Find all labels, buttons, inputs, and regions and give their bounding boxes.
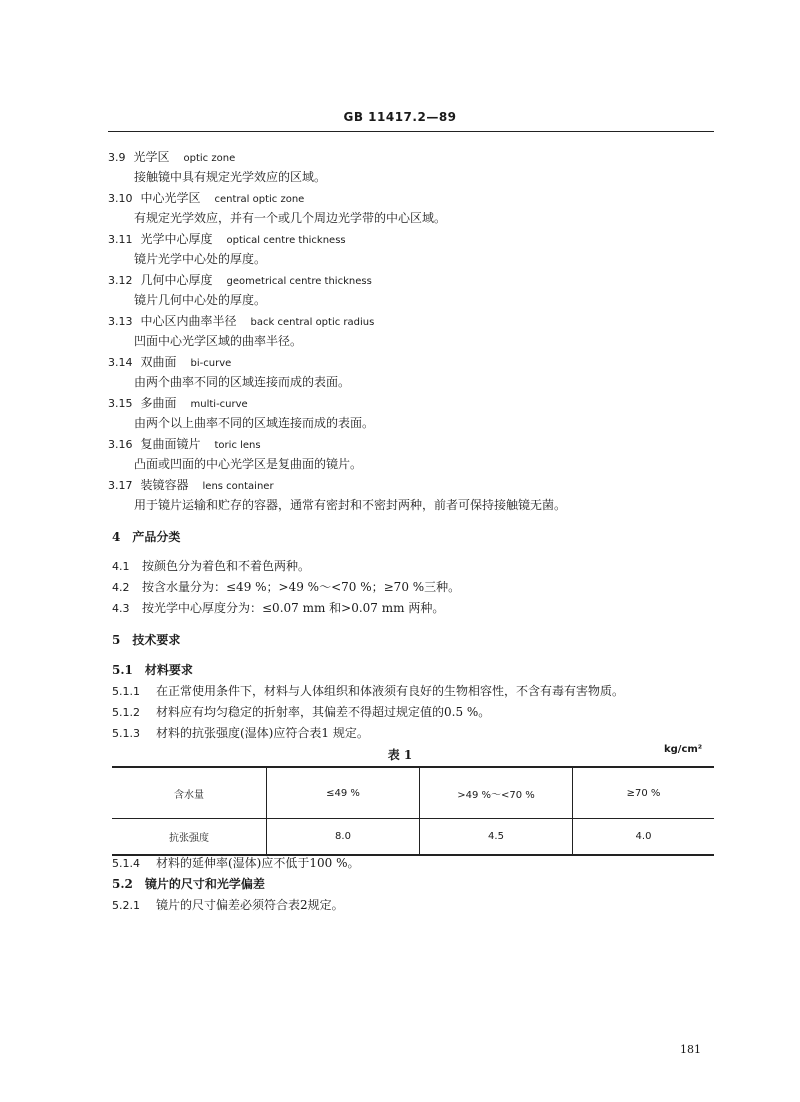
table-cell: ≥70 % xyxy=(573,767,715,819)
definition-term-row: 3.12 几何中心厚度 geometrical centre thickness xyxy=(108,273,372,287)
clause: 4.3 按光学中心厚度分为：≤0.07 mm 和>0.07 mm 两种。 xyxy=(112,601,445,615)
definition-desc: 凹面中心光学区域的曲率半径。 xyxy=(134,334,303,348)
definition-desc: 由两个曲率不同的区域连接而成的表面。 xyxy=(134,375,351,389)
table-cell: >49 %～<70 % xyxy=(420,767,573,819)
clause: 5.1.4 材料的延伸率(湿体)应不低于100 %。 xyxy=(112,856,360,870)
subsection-heading: 5.2 镜片的尺寸和光学偏差 xyxy=(112,877,265,891)
table-cell: ≤49 % xyxy=(267,767,420,819)
clause: 5.1.2 材料应有均匀稳定的折射率，其偏差不得超过规定值的0.5 %。 xyxy=(112,705,491,719)
definition-desc: 镜片几何中心处的厚度。 xyxy=(134,293,267,307)
table-cell: 含水量 xyxy=(112,767,267,819)
definition-desc: 接触镜中具有规定光学效应的区域。 xyxy=(134,170,327,184)
definition-desc: 用于镜片运输和贮存的容器，通常有密封和不密封两种，前者可保持接触镜无菌。 xyxy=(134,498,567,512)
table-cell: 4.0 xyxy=(573,819,715,856)
clause: 5.2.1 镜片的尺寸偏差必须符合表2规定。 xyxy=(112,898,344,912)
definition-term-row: 3.17 装镜容器 lens container xyxy=(108,478,274,492)
clause: 5.1.3 材料的抗张强度(湿体)应符合表1 规定。 xyxy=(112,726,369,740)
section-heading: 5 技术要求 xyxy=(112,633,181,647)
definition-term-row: 3.16 复曲面镜片 toric lens xyxy=(108,437,261,451)
page-number: 181 xyxy=(680,1043,701,1056)
definition-term-row: 3.11 光学中心厚度 optical centre thickness xyxy=(108,232,346,246)
clause: 4.1 按颜色分为着色和不着色两种。 xyxy=(112,559,311,573)
header-rule xyxy=(108,131,714,132)
table-unit: kg/cm² xyxy=(664,744,703,755)
table-cell: 抗张强度 xyxy=(112,819,267,856)
definition-desc: 镜片光学中心处的厚度。 xyxy=(134,252,267,266)
table-cell: 8.0 xyxy=(267,819,420,856)
definition-term-row: 3.13 中心区内曲率半径 back central optic radius xyxy=(108,314,375,328)
subsection-heading: 5.1 材料要求 xyxy=(112,663,193,677)
table-header-row xyxy=(112,767,714,819)
definition-desc: 有规定光学效应，并有一个或几个周边光学带的中心区域。 xyxy=(134,211,447,225)
table-cell: 4.5 xyxy=(420,819,573,856)
definition-desc: 由两个以上曲率不同的区域连接而成的表面。 xyxy=(134,416,375,430)
definition-term-row: 3.14 双曲面 bi-curve xyxy=(108,355,232,369)
standard-code: GB 11417.2—89 xyxy=(343,110,457,124)
definition-term-row: 3.9 光学区 optic zone xyxy=(108,150,236,164)
table-title: 表 1 xyxy=(387,748,413,762)
definition-desc: 凸面或凹面的中心光学区是复曲面的镜片。 xyxy=(134,457,363,471)
clause: 4.2 按含水量分为：≤49 %；>49 %～<70 %；≥70 %三种。 xyxy=(112,580,461,594)
definition-term-row: 3.15 多曲面 multi-curve xyxy=(108,396,248,410)
table-row xyxy=(112,819,714,856)
definition-term-row: 3.10 中心光学区 central optic zone xyxy=(108,191,305,205)
section-heading: 4 产品分类 xyxy=(112,530,181,544)
tensile-strength-table xyxy=(112,766,714,856)
clause: 5.1.1 在正常使用条件下，材料与人体组织和体液须有良好的生物相容性，不含有毒有害物质。 xyxy=(112,684,625,698)
